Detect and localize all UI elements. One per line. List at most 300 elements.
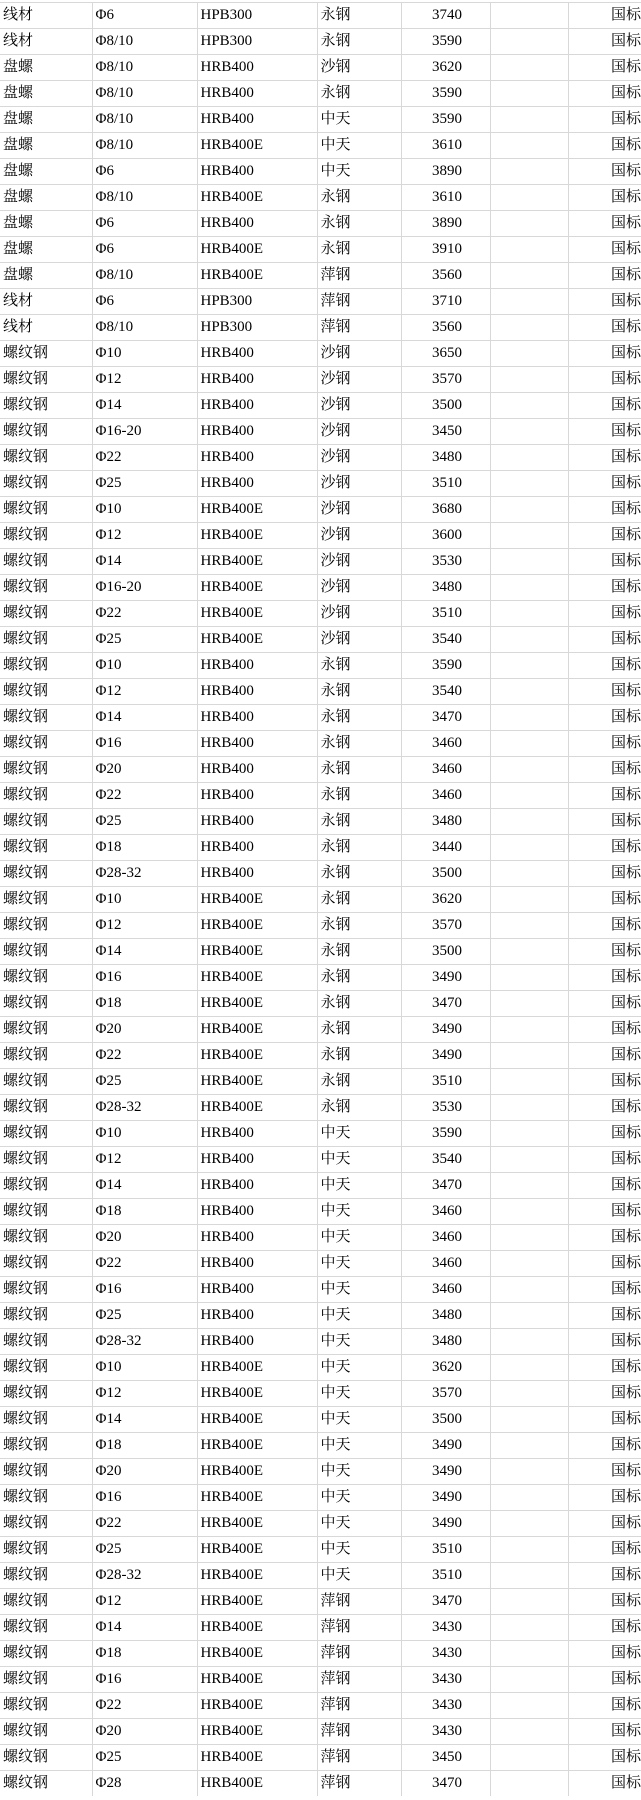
cell-mill[interactable]: 中天 bbox=[317, 1199, 401, 1225]
cell-mill[interactable]: 中天 bbox=[317, 1355, 401, 1381]
cell-price[interactable]: 3570 bbox=[401, 367, 490, 393]
cell-category[interactable]: 螺纹钢 bbox=[0, 731, 92, 757]
cell-standard[interactable]: 国标 bbox=[568, 341, 641, 367]
cell-price[interactable]: 3480 bbox=[401, 575, 490, 601]
cell-category[interactable]: 螺纹钢 bbox=[0, 1511, 92, 1537]
cell-price[interactable]: 3470 bbox=[401, 1771, 490, 1797]
cell-category[interactable]: 螺纹钢 bbox=[0, 653, 92, 679]
cell-grade[interactable]: HRB400E bbox=[197, 1771, 317, 1797]
cell-mill[interactable]: 永钢 bbox=[317, 1043, 401, 1069]
cell-category[interactable]: 线材 bbox=[0, 315, 92, 341]
cell-mill[interactable]: 萍钢 bbox=[317, 1693, 401, 1719]
cell-mill[interactable]: 中天 bbox=[317, 1433, 401, 1459]
cell-grade[interactable]: HRB400 bbox=[197, 471, 317, 497]
cell-spec[interactable]: Φ16 bbox=[92, 731, 197, 757]
cell-spec[interactable]: Φ12 bbox=[92, 1589, 197, 1615]
cell-standard[interactable]: 国标 bbox=[568, 601, 641, 627]
cell-spec[interactable]: Φ14 bbox=[92, 939, 197, 965]
cell-empty[interactable] bbox=[490, 1199, 568, 1225]
cell-empty[interactable] bbox=[490, 861, 568, 887]
cell-category[interactable]: 螺纹钢 bbox=[0, 1173, 92, 1199]
cell-standard[interactable]: 国标 bbox=[568, 263, 641, 289]
cell-mill[interactable]: 萍钢 bbox=[317, 315, 401, 341]
cell-spec[interactable]: Φ22 bbox=[92, 783, 197, 809]
cell-mill[interactable]: 中天 bbox=[317, 1381, 401, 1407]
cell-price[interactable]: 3430 bbox=[401, 1693, 490, 1719]
cell-standard[interactable]: 国标 bbox=[568, 653, 641, 679]
cell-category[interactable]: 螺纹钢 bbox=[0, 861, 92, 887]
cell-standard[interactable]: 国标 bbox=[568, 783, 641, 809]
cell-category[interactable]: 螺纹钢 bbox=[0, 1537, 92, 1563]
cell-standard[interactable]: 国标 bbox=[568, 757, 641, 783]
cell-standard[interactable]: 国标 bbox=[568, 887, 641, 913]
cell-spec[interactable]: Φ10 bbox=[92, 1355, 197, 1381]
cell-price[interactable]: 3430 bbox=[401, 1615, 490, 1641]
cell-category[interactable]: 螺纹钢 bbox=[0, 445, 92, 471]
cell-price[interactable]: 3500 bbox=[401, 939, 490, 965]
cell-price[interactable]: 3470 bbox=[401, 991, 490, 1017]
cell-empty[interactable] bbox=[490, 185, 568, 211]
cell-standard[interactable]: 国标 bbox=[568, 1303, 641, 1329]
cell-spec[interactable]: Φ18 bbox=[92, 1641, 197, 1667]
cell-grade[interactable]: HPB300 bbox=[197, 29, 317, 55]
cell-empty[interactable] bbox=[490, 1693, 568, 1719]
cell-spec[interactable]: Φ12 bbox=[92, 523, 197, 549]
cell-grade[interactable]: HRB400 bbox=[197, 107, 317, 133]
cell-empty[interactable] bbox=[490, 1303, 568, 1329]
cell-grade[interactable]: HRB400 bbox=[197, 55, 317, 81]
cell-mill[interactable]: 萍钢 bbox=[317, 263, 401, 289]
cell-spec[interactable]: Φ12 bbox=[92, 367, 197, 393]
cell-spec[interactable]: Φ28-32 bbox=[92, 1563, 197, 1589]
cell-standard[interactable]: 国标 bbox=[568, 1511, 641, 1537]
cell-category[interactable]: 螺纹钢 bbox=[0, 1277, 92, 1303]
cell-standard[interactable]: 国标 bbox=[568, 1121, 641, 1147]
cell-category[interactable]: 螺纹钢 bbox=[0, 1251, 92, 1277]
cell-standard[interactable]: 国标 bbox=[568, 29, 641, 55]
cell-mill[interactable]: 沙钢 bbox=[317, 471, 401, 497]
cell-spec[interactable]: Φ16 bbox=[92, 1277, 197, 1303]
cell-category[interactable]: 螺纹钢 bbox=[0, 1719, 92, 1745]
cell-grade[interactable]: HRB400 bbox=[197, 705, 317, 731]
cell-mill[interactable]: 中天 bbox=[317, 1459, 401, 1485]
cell-empty[interactable] bbox=[490, 783, 568, 809]
cell-price[interactable]: 3560 bbox=[401, 263, 490, 289]
cell-empty[interactable] bbox=[490, 471, 568, 497]
cell-category[interactable]: 线材 bbox=[0, 289, 92, 315]
cell-grade[interactable]: HPB300 bbox=[197, 289, 317, 315]
cell-mill[interactable]: 中天 bbox=[317, 1537, 401, 1563]
cell-mill[interactable]: 永钢 bbox=[317, 185, 401, 211]
cell-mill[interactable]: 中天 bbox=[317, 1329, 401, 1355]
cell-spec[interactable]: Φ20 bbox=[92, 1225, 197, 1251]
cell-mill[interactable]: 沙钢 bbox=[317, 497, 401, 523]
cell-spec[interactable]: Φ8/10 bbox=[92, 81, 197, 107]
cell-category[interactable]: 螺纹钢 bbox=[0, 549, 92, 575]
cell-mill[interactable]: 沙钢 bbox=[317, 419, 401, 445]
cell-standard[interactable]: 国标 bbox=[568, 393, 641, 419]
cell-mill[interactable]: 永钢 bbox=[317, 835, 401, 861]
cell-standard[interactable]: 国标 bbox=[568, 731, 641, 757]
cell-spec[interactable]: Φ6 bbox=[92, 3, 197, 29]
cell-category[interactable]: 螺纹钢 bbox=[0, 783, 92, 809]
cell-spec[interactable]: Φ28-32 bbox=[92, 1329, 197, 1355]
cell-empty[interactable] bbox=[490, 523, 568, 549]
cell-empty[interactable] bbox=[490, 1173, 568, 1199]
cell-grade[interactable]: HRB400E bbox=[197, 1719, 317, 1745]
cell-standard[interactable]: 国标 bbox=[568, 1433, 641, 1459]
cell-price[interactable]: 3460 bbox=[401, 1199, 490, 1225]
cell-standard[interactable]: 国标 bbox=[568, 1381, 641, 1407]
cell-standard[interactable]: 国标 bbox=[568, 133, 641, 159]
cell-spec[interactable]: Φ12 bbox=[92, 1381, 197, 1407]
cell-standard[interactable]: 国标 bbox=[568, 55, 641, 81]
cell-category[interactable]: 螺纹钢 bbox=[0, 601, 92, 627]
cell-spec[interactable]: Φ25 bbox=[92, 1537, 197, 1563]
cell-mill[interactable]: 永钢 bbox=[317, 81, 401, 107]
cell-category[interactable]: 螺纹钢 bbox=[0, 1589, 92, 1615]
cell-mill[interactable]: 沙钢 bbox=[317, 445, 401, 471]
cell-grade[interactable]: HRB400E bbox=[197, 1433, 317, 1459]
cell-spec[interactable]: Φ10 bbox=[92, 341, 197, 367]
cell-empty[interactable] bbox=[490, 679, 568, 705]
cell-price[interactable]: 3710 bbox=[401, 289, 490, 315]
cell-price[interactable]: 3490 bbox=[401, 1017, 490, 1043]
cell-mill[interactable]: 沙钢 bbox=[317, 341, 401, 367]
cell-standard[interactable]: 国标 bbox=[568, 1719, 641, 1745]
cell-standard[interactable]: 国标 bbox=[568, 1147, 641, 1173]
cell-grade[interactable]: HRB400 bbox=[197, 731, 317, 757]
cell-category[interactable]: 螺纹钢 bbox=[0, 1459, 92, 1485]
cell-empty[interactable] bbox=[490, 1251, 568, 1277]
cell-grade[interactable]: HRB400 bbox=[197, 1303, 317, 1329]
cell-category[interactable]: 螺纹钢 bbox=[0, 1355, 92, 1381]
cell-category[interactable]: 螺纹钢 bbox=[0, 393, 92, 419]
cell-mill[interactable]: 中天 bbox=[317, 1511, 401, 1537]
cell-standard[interactable]: 国标 bbox=[568, 1667, 641, 1693]
cell-category[interactable]: 盘螺 bbox=[0, 263, 92, 289]
cell-standard[interactable]: 国标 bbox=[568, 1069, 641, 1095]
cell-spec[interactable]: Φ10 bbox=[92, 653, 197, 679]
cell-mill[interactable]: 永钢 bbox=[317, 809, 401, 835]
cell-empty[interactable] bbox=[490, 1771, 568, 1797]
cell-standard[interactable]: 国标 bbox=[568, 1199, 641, 1225]
cell-category[interactable]: 盘螺 bbox=[0, 211, 92, 237]
cell-standard[interactable]: 国标 bbox=[568, 991, 641, 1017]
cell-grade[interactable]: HRB400E bbox=[197, 1017, 317, 1043]
cell-grade[interactable]: HRB400E bbox=[197, 1095, 317, 1121]
cell-standard[interactable]: 国标 bbox=[568, 549, 641, 575]
cell-grade[interactable]: HRB400 bbox=[197, 419, 317, 445]
cell-empty[interactable] bbox=[490, 81, 568, 107]
cell-standard[interactable]: 国标 bbox=[568, 1329, 641, 1355]
cell-standard[interactable]: 国标 bbox=[568, 1095, 641, 1121]
cell-grade[interactable]: HRB400 bbox=[197, 1329, 317, 1355]
cell-empty[interactable] bbox=[490, 263, 568, 289]
cell-grade[interactable]: HRB400 bbox=[197, 653, 317, 679]
cell-empty[interactable] bbox=[490, 1537, 568, 1563]
cell-mill[interactable]: 沙钢 bbox=[317, 575, 401, 601]
cell-empty[interactable] bbox=[490, 705, 568, 731]
cell-mill[interactable]: 中天 bbox=[317, 159, 401, 185]
cell-empty[interactable] bbox=[490, 1277, 568, 1303]
cell-price[interactable]: 3620 bbox=[401, 887, 490, 913]
cell-mill[interactable]: 中天 bbox=[317, 1485, 401, 1511]
cell-empty[interactable] bbox=[490, 1589, 568, 1615]
cell-empty[interactable] bbox=[490, 419, 568, 445]
cell-mill[interactable]: 永钢 bbox=[317, 1069, 401, 1095]
cell-empty[interactable] bbox=[490, 1615, 568, 1641]
cell-price[interactable]: 3470 bbox=[401, 705, 490, 731]
cell-spec[interactable]: Φ10 bbox=[92, 887, 197, 913]
cell-spec[interactable]: Φ28-32 bbox=[92, 861, 197, 887]
cell-mill[interactable]: 永钢 bbox=[317, 1017, 401, 1043]
cell-mill[interactable]: 萍钢 bbox=[317, 1719, 401, 1745]
cell-grade[interactable]: HRB400E bbox=[197, 185, 317, 211]
cell-price[interactable]: 3480 bbox=[401, 1303, 490, 1329]
cell-standard[interactable]: 国标 bbox=[568, 1537, 641, 1563]
cell-price[interactable]: 3500 bbox=[401, 393, 490, 419]
cell-standard[interactable]: 国标 bbox=[568, 1563, 641, 1589]
cell-mill[interactable]: 永钢 bbox=[317, 3, 401, 29]
cell-price[interactable]: 3590 bbox=[401, 653, 490, 679]
cell-price[interactable]: 3590 bbox=[401, 1121, 490, 1147]
cell-empty[interactable] bbox=[490, 159, 568, 185]
cell-spec[interactable]: Φ22 bbox=[92, 445, 197, 471]
cell-mill[interactable]: 永钢 bbox=[317, 29, 401, 55]
cell-spec[interactable]: Φ22 bbox=[92, 601, 197, 627]
cell-spec[interactable]: Φ8/10 bbox=[92, 185, 197, 211]
cell-price[interactable]: 3430 bbox=[401, 1667, 490, 1693]
cell-price[interactable]: 3480 bbox=[401, 809, 490, 835]
cell-price[interactable]: 3610 bbox=[401, 133, 490, 159]
cell-grade[interactable]: HRB400 bbox=[197, 1277, 317, 1303]
cell-grade[interactable]: HPB300 bbox=[197, 3, 317, 29]
cell-spec[interactable]: Φ8/10 bbox=[92, 29, 197, 55]
cell-empty[interactable] bbox=[490, 731, 568, 757]
cell-standard[interactable]: 国标 bbox=[568, 679, 641, 705]
cell-category[interactable]: 螺纹钢 bbox=[0, 367, 92, 393]
cell-standard[interactable]: 国标 bbox=[568, 1485, 641, 1511]
cell-category[interactable]: 螺纹钢 bbox=[0, 1771, 92, 1797]
cell-grade[interactable]: HRB400 bbox=[197, 783, 317, 809]
cell-price[interactable]: 3510 bbox=[401, 1537, 490, 1563]
cell-category[interactable]: 螺纹钢 bbox=[0, 1199, 92, 1225]
cell-mill[interactable]: 永钢 bbox=[317, 783, 401, 809]
cell-spec[interactable]: Φ20 bbox=[92, 1719, 197, 1745]
cell-spec[interactable]: Φ12 bbox=[92, 913, 197, 939]
cell-price[interactable]: 3540 bbox=[401, 1147, 490, 1173]
cell-mill[interactable]: 沙钢 bbox=[317, 367, 401, 393]
cell-grade[interactable]: HRB400 bbox=[197, 445, 317, 471]
cell-empty[interactable] bbox=[490, 29, 568, 55]
cell-mill[interactable]: 中天 bbox=[317, 1225, 401, 1251]
cell-standard[interactable]: 国标 bbox=[568, 1459, 641, 1485]
cell-price[interactable]: 3490 bbox=[401, 1511, 490, 1537]
cell-spec[interactable]: Φ6 bbox=[92, 159, 197, 185]
cell-category[interactable]: 螺纹钢 bbox=[0, 1069, 92, 1095]
cell-category[interactable]: 螺纹钢 bbox=[0, 1615, 92, 1641]
cell-price[interactable]: 3680 bbox=[401, 497, 490, 523]
cell-grade[interactable]: HRB400E bbox=[197, 1043, 317, 1069]
cell-price[interactable]: 3490 bbox=[401, 965, 490, 991]
cell-spec[interactable]: Φ14 bbox=[92, 705, 197, 731]
cell-empty[interactable] bbox=[490, 1225, 568, 1251]
cell-spec[interactable]: Φ20 bbox=[92, 1459, 197, 1485]
cell-category[interactable]: 螺纹钢 bbox=[0, 1641, 92, 1667]
cell-grade[interactable]: HRB400 bbox=[197, 1225, 317, 1251]
cell-empty[interactable] bbox=[490, 497, 568, 523]
cell-spec[interactable]: Φ25 bbox=[92, 627, 197, 653]
cell-price[interactable]: 3510 bbox=[401, 471, 490, 497]
cell-grade[interactable]: HRB400E bbox=[197, 1407, 317, 1433]
cell-category[interactable]: 螺纹钢 bbox=[0, 497, 92, 523]
cell-price[interactable]: 3500 bbox=[401, 1407, 490, 1433]
cell-price[interactable]: 3540 bbox=[401, 679, 490, 705]
cell-standard[interactable]: 国标 bbox=[568, 1407, 641, 1433]
cell-standard[interactable]: 国标 bbox=[568, 419, 641, 445]
cell-mill[interactable]: 萍钢 bbox=[317, 1589, 401, 1615]
cell-empty[interactable] bbox=[490, 1329, 568, 1355]
cell-price[interactable]: 3610 bbox=[401, 185, 490, 211]
cell-price[interactable]: 3490 bbox=[401, 1433, 490, 1459]
cell-standard[interactable]: 国标 bbox=[568, 1017, 641, 1043]
cell-price[interactable]: 3650 bbox=[401, 341, 490, 367]
cell-spec[interactable]: Φ25 bbox=[92, 809, 197, 835]
cell-mill[interactable]: 永钢 bbox=[317, 653, 401, 679]
cell-grade[interactable]: HRB400 bbox=[197, 835, 317, 861]
cell-grade[interactable]: HRB400 bbox=[197, 81, 317, 107]
cell-category[interactable]: 螺纹钢 bbox=[0, 1043, 92, 1069]
cell-category[interactable]: 螺纹钢 bbox=[0, 887, 92, 913]
cell-price[interactable]: 3540 bbox=[401, 627, 490, 653]
cell-spec[interactable]: Φ6 bbox=[92, 237, 197, 263]
cell-grade[interactable]: HRB400E bbox=[197, 1381, 317, 1407]
cell-spec[interactable]: Φ22 bbox=[92, 1251, 197, 1277]
cell-price[interactable]: 3570 bbox=[401, 913, 490, 939]
cell-category[interactable]: 盘螺 bbox=[0, 185, 92, 211]
cell-mill[interactable]: 永钢 bbox=[317, 211, 401, 237]
cell-grade[interactable]: HRB400E bbox=[197, 1693, 317, 1719]
cell-spec[interactable]: Φ20 bbox=[92, 1017, 197, 1043]
cell-price[interactable]: 3430 bbox=[401, 1719, 490, 1745]
cell-price[interactable]: 3460 bbox=[401, 731, 490, 757]
cell-spec[interactable]: Φ16 bbox=[92, 965, 197, 991]
cell-category[interactable]: 盘螺 bbox=[0, 81, 92, 107]
cell-category[interactable]: 螺纹钢 bbox=[0, 627, 92, 653]
cell-spec[interactable]: Φ22 bbox=[92, 1511, 197, 1537]
cell-standard[interactable]: 国标 bbox=[568, 1693, 641, 1719]
cell-spec[interactable]: Φ6 bbox=[92, 289, 197, 315]
cell-empty[interactable] bbox=[490, 55, 568, 81]
cell-category[interactable]: 盘螺 bbox=[0, 107, 92, 133]
cell-standard[interactable]: 国标 bbox=[568, 237, 641, 263]
cell-empty[interactable] bbox=[490, 549, 568, 575]
cell-price[interactable]: 3510 bbox=[401, 1563, 490, 1589]
cell-grade[interactable]: HRB400 bbox=[197, 809, 317, 835]
cell-spec[interactable]: Φ22 bbox=[92, 1043, 197, 1069]
cell-empty[interactable] bbox=[490, 289, 568, 315]
cell-empty[interactable] bbox=[490, 393, 568, 419]
cell-grade[interactable]: HPB300 bbox=[197, 315, 317, 341]
cell-category[interactable]: 螺纹钢 bbox=[0, 471, 92, 497]
cell-mill[interactable]: 中天 bbox=[317, 1563, 401, 1589]
cell-spec[interactable]: Φ18 bbox=[92, 1199, 197, 1225]
cell-grade[interactable]: HRB400E bbox=[197, 575, 317, 601]
cell-price[interactable]: 3450 bbox=[401, 419, 490, 445]
cell-spec[interactable]: Φ16-20 bbox=[92, 575, 197, 601]
cell-standard[interactable]: 国标 bbox=[568, 211, 641, 237]
cell-empty[interactable] bbox=[490, 341, 568, 367]
cell-category[interactable]: 螺纹钢 bbox=[0, 341, 92, 367]
cell-price[interactable]: 3590 bbox=[401, 81, 490, 107]
cell-empty[interactable] bbox=[490, 1147, 568, 1173]
cell-spec[interactable]: Φ8/10 bbox=[92, 133, 197, 159]
cell-mill[interactable]: 永钢 bbox=[317, 237, 401, 263]
cell-grade[interactable]: HRB400 bbox=[197, 159, 317, 185]
cell-empty[interactable] bbox=[490, 1069, 568, 1095]
cell-grade[interactable]: HRB400 bbox=[197, 393, 317, 419]
cell-mill[interactable]: 沙钢 bbox=[317, 55, 401, 81]
cell-grade[interactable]: HRB400 bbox=[197, 211, 317, 237]
cell-spec[interactable]: Φ6 bbox=[92, 211, 197, 237]
cell-price[interactable]: 3460 bbox=[401, 1251, 490, 1277]
cell-price[interactable]: 3460 bbox=[401, 1225, 490, 1251]
cell-price[interactable]: 3450 bbox=[401, 1745, 490, 1771]
cell-empty[interactable] bbox=[490, 887, 568, 913]
cell-spec[interactable]: Φ10 bbox=[92, 1121, 197, 1147]
cell-spec[interactable]: Φ16 bbox=[92, 1667, 197, 1693]
cell-empty[interactable] bbox=[490, 1511, 568, 1537]
cell-grade[interactable]: HRB400E bbox=[197, 939, 317, 965]
cell-category[interactable]: 螺纹钢 bbox=[0, 757, 92, 783]
cell-standard[interactable]: 国标 bbox=[568, 3, 641, 29]
cell-empty[interactable] bbox=[490, 939, 568, 965]
cell-spec[interactable]: Φ8/10 bbox=[92, 315, 197, 341]
cell-spec[interactable]: Φ14 bbox=[92, 549, 197, 575]
cell-empty[interactable] bbox=[490, 965, 568, 991]
cell-grade[interactable]: HRB400E bbox=[197, 913, 317, 939]
cell-empty[interactable] bbox=[490, 1095, 568, 1121]
cell-category[interactable]: 螺纹钢 bbox=[0, 1667, 92, 1693]
cell-empty[interactable] bbox=[490, 991, 568, 1017]
cell-category[interactable]: 螺纹钢 bbox=[0, 913, 92, 939]
cell-spec[interactable]: Φ22 bbox=[92, 1693, 197, 1719]
cell-empty[interactable] bbox=[490, 237, 568, 263]
cell-empty[interactable] bbox=[490, 1355, 568, 1381]
cell-grade[interactable]: HRB400E bbox=[197, 237, 317, 263]
cell-spec[interactable]: Φ18 bbox=[92, 1433, 197, 1459]
cell-spec[interactable]: Φ8/10 bbox=[92, 55, 197, 81]
cell-category[interactable]: 螺纹钢 bbox=[0, 1485, 92, 1511]
cell-mill[interactable]: 永钢 bbox=[317, 965, 401, 991]
cell-category[interactable]: 螺纹钢 bbox=[0, 1303, 92, 1329]
cell-mill[interactable]: 沙钢 bbox=[317, 601, 401, 627]
cell-empty[interactable] bbox=[490, 1017, 568, 1043]
cell-empty[interactable] bbox=[490, 367, 568, 393]
cell-price[interactable]: 3490 bbox=[401, 1043, 490, 1069]
cell-mill[interactable]: 永钢 bbox=[317, 913, 401, 939]
cell-grade[interactable]: HRB400E bbox=[197, 1485, 317, 1511]
cell-price[interactable]: 3890 bbox=[401, 159, 490, 185]
cell-mill[interactable]: 中天 bbox=[317, 1407, 401, 1433]
cell-empty[interactable] bbox=[490, 445, 568, 471]
cell-mill[interactable]: 永钢 bbox=[317, 1095, 401, 1121]
cell-empty[interactable] bbox=[490, 1407, 568, 1433]
cell-category[interactable]: 螺纹钢 bbox=[0, 1121, 92, 1147]
cell-standard[interactable]: 国标 bbox=[568, 861, 641, 887]
cell-standard[interactable]: 国标 bbox=[568, 1043, 641, 1069]
